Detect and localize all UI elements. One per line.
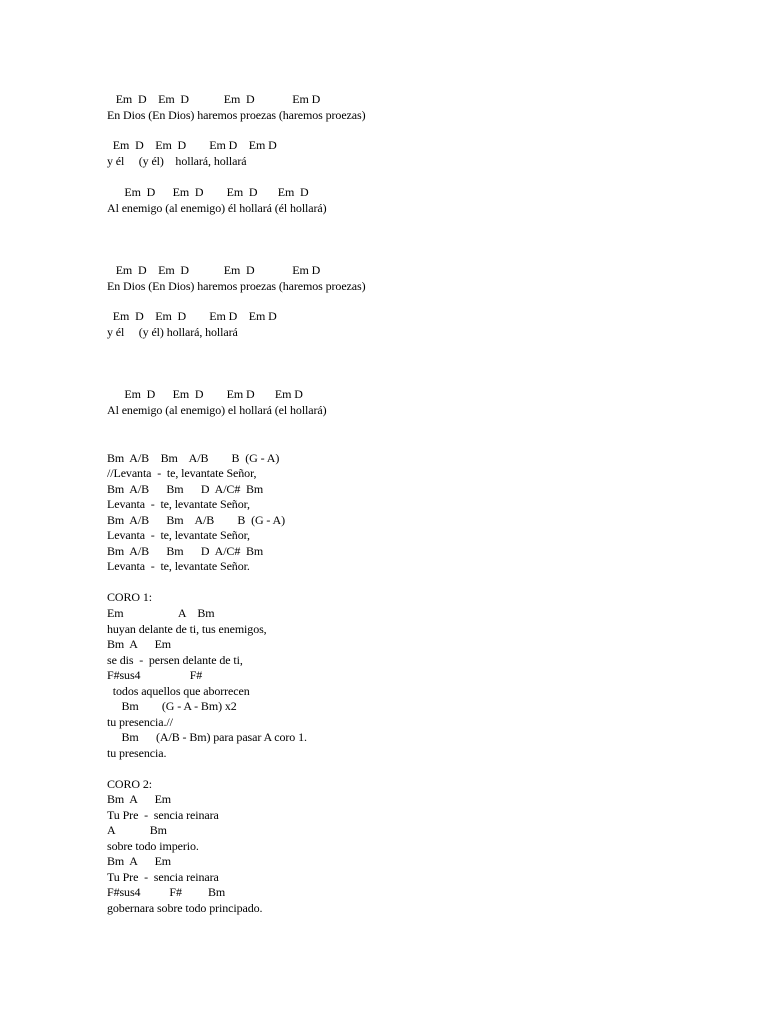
chord-line: Bm (A/B - Bm) para pasar A coro 1.: [107, 730, 307, 744]
chord-line: Bm A Em: [107, 854, 172, 868]
chord-line: Em D Em D Em D Em D: [107, 309, 277, 323]
chord-line: Bm A/B Bm D A/C# Bm: [107, 544, 264, 558]
lyric-line: todos aquellos que aborrecen: [107, 684, 250, 698]
lyric-line: Al enemigo (al enemigo) el hollará (el hollará): [107, 403, 327, 417]
lyric-line: Levanta - te, levantate Señor,: [107, 497, 250, 511]
lyric-line: En Dios (En Dios) haremos proezas (haremos proezas): [107, 279, 366, 293]
chord-line: A Bm: [107, 823, 167, 837]
lyric-line: Tu Pre - sencia reinara: [107, 808, 219, 822]
section-heading: CORO 2:: [107, 777, 152, 791]
chord-line: Em D Em D Em D Em D: [107, 263, 321, 277]
chord-line: F#sus4 F#: [107, 668, 203, 682]
chord-line: Bm (G - A - Bm) x2: [107, 699, 237, 713]
lyric-line: Al enemigo (al enemigo) él hollará (él hollará): [107, 201, 327, 215]
chord-line: Em D Em D Em D Em D: [107, 387, 303, 401]
chord-line: Em A Bm: [107, 606, 215, 620]
lyric-line: tu presencia.//: [107, 715, 173, 729]
chord-line: Bm A/B Bm D A/C# Bm: [107, 482, 264, 496]
lyric-line: Levanta - te, levantate Señor.: [107, 559, 250, 573]
chord-line: Bm A/B Bm A/B B (G - A): [107, 513, 286, 527]
lyric-line: //Levanta - te, levantate Señor,: [107, 466, 257, 480]
chord-line: Bm A Em: [107, 792, 172, 806]
chord-line: Em D Em D Em D Em D: [107, 185, 309, 199]
lyric-line: En Dios (En Dios) haremos proezas (haremos proezas): [107, 108, 366, 122]
lyric-line: y él (y él) hollará, hollará: [107, 325, 238, 339]
lyric-line: gobernara sobre todo principado.: [107, 901, 263, 915]
lyric-line: tu presencia.: [107, 746, 167, 760]
lyric-line: sobre todo imperio.: [107, 839, 199, 853]
chord-line: Em D Em D Em D Em D: [107, 138, 277, 152]
lyric-line: Tu Pre - sencia reinara: [107, 870, 219, 884]
lyric-line: y él (y él) hollará, hollará: [107, 154, 247, 168]
lyric-line: se dis - persen delante de ti,: [107, 653, 243, 667]
chord-line: Bm A/B Bm A/B B (G - A): [107, 451, 280, 465]
chord-line: Em D Em D Em D Em D: [107, 92, 321, 106]
lyric-line: Levanta - te, levantate Señor,: [107, 528, 250, 542]
chord-line: F#sus4 F# Bm: [107, 885, 226, 899]
chord-line: Bm A Em: [107, 637, 172, 651]
section-heading: CORO 1:: [107, 590, 152, 604]
lyric-line: huyan delante de ti, tus enemigos,: [107, 622, 267, 636]
